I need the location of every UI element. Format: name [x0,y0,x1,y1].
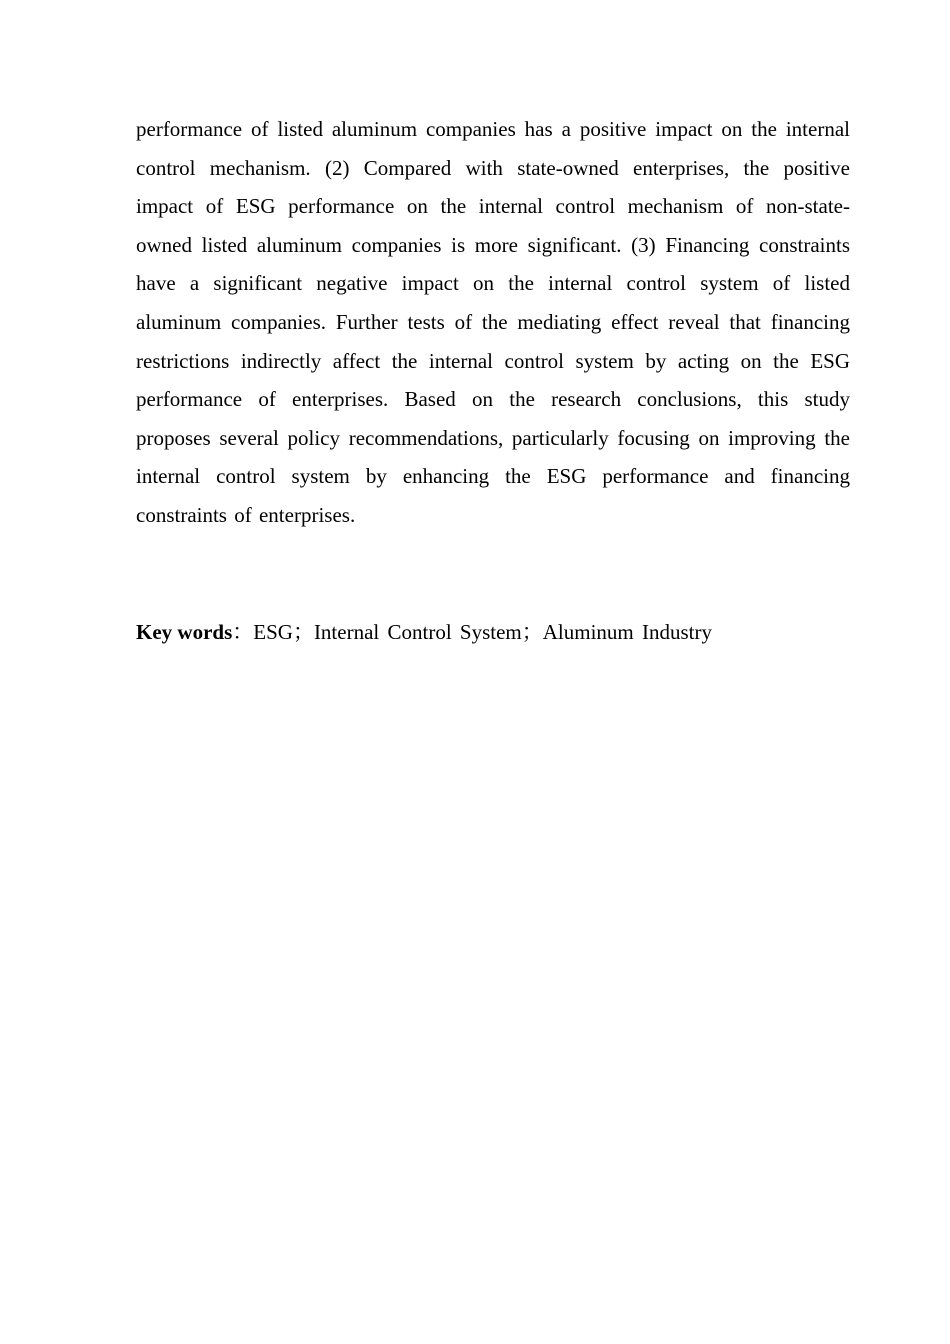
keyword-separator: ； [292,620,314,644]
keyword-item: Aluminum Industry [542,620,712,644]
keywords-line [136,613,850,651]
keyword-separator: ； [521,620,543,644]
keyword-item: ESG [253,620,293,644]
keywords-label: Key words [136,620,233,644]
keyword-item: Internal Control System [313,620,522,644]
abstract-paragraph: performance of listed aluminum companies has a positive impact on the internal control mechanism. (2) Compared with state-owned enterprises, the positive impact of ESG performance on the internal control mechanism of non-state-owned listed aluminum companies is more significant. (3) Financing constraints have a significant negative impact on the internal control system of listed aluminum companies. Further tests of the mediating effect reveal that financing restrictions indirectly affect the internal control system by acting on the ESG performance of enterprises. Based on the research conclusions, this study proposes several policy recommendations, particularly focusing on improving the internal control system by enhancing the ESG performance and financing constraints of enterprises. [136,117,850,527]
keywords-label-separator: ： [232,620,254,644]
